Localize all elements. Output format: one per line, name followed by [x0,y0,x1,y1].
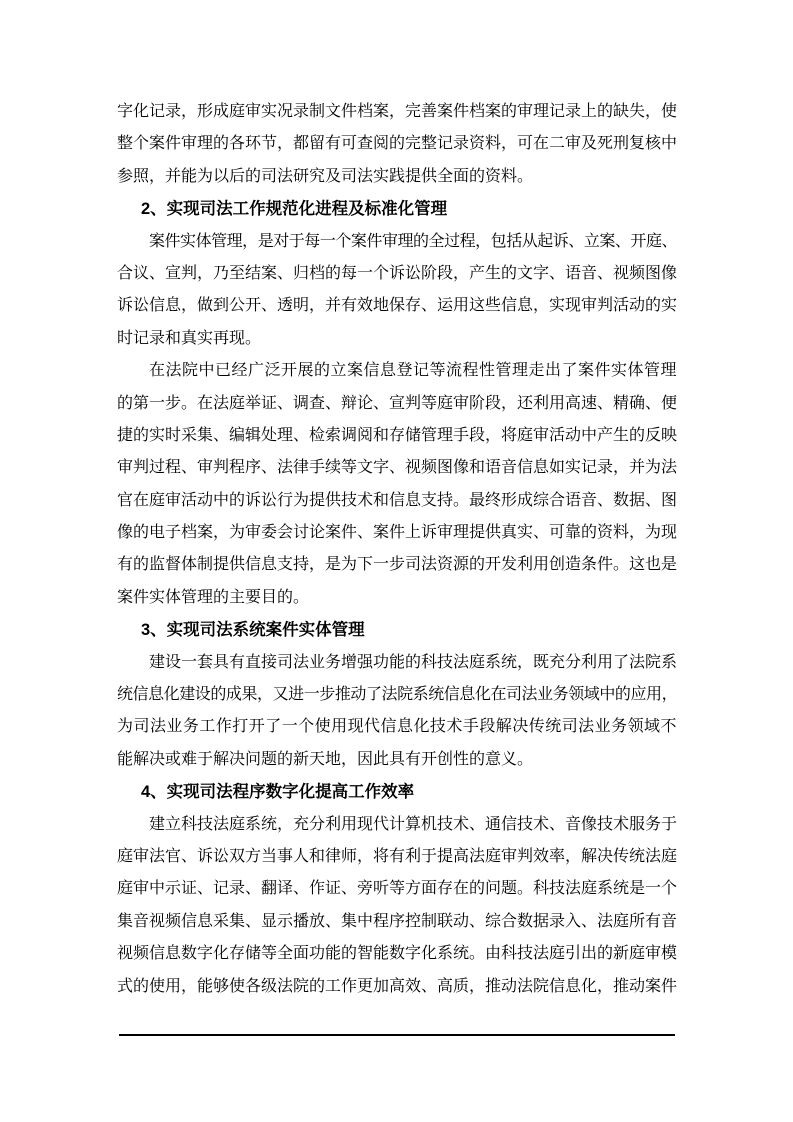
text-line: 视频信息数字化存储等全面功能的智能数字化系统。由科技法庭引出的新庭审模 [117,945,678,963]
text-line: 合议、宣判，乃至结案、归档的每一个诉讼阶段，产生的文字、语音、视频图像 [117,264,678,282]
text-line: 诉讼信息，做到公开、透明，并有效地保存、运用这些信息，实现审判活动的实 [117,297,678,315]
text-line: 有的监督体制提供信息支持，是为下一步司法资源的开发利用创造条件。这也是 [117,556,678,574]
section-heading: 4、实现司法程序数字化提高工作效率 [141,783,415,802]
text-line: 官在庭审活动中的诉讼行为提供技术和信息支持。最终形成综合语音、数据、图 [117,491,678,509]
text-line: 庭审法官、诉讼双方当事人和律师，将有利于提高法庭审判效率，解决传统法庭 [117,847,678,865]
text-line: 庭审中示证、记录、翻译、作证、旁听等方面存在的问题。科技法庭系统是一个 [117,880,678,898]
text-line: 建立科技法庭系统，充分利用现代计算机技术、通信技术、音像技术服务于 [149,815,678,833]
document-body [117,96,677,1003]
text-line: 像的电子档案，为审委会讨论案件、案件上诉审理提供真实、可靠的资料，为现 [117,524,678,542]
footer-rule [119,1034,675,1036]
section-heading: 3、实现司法系统案件实体管理 [141,621,365,640]
text-line: 式的使用，能够使各级法院的工作更加高效、高质，推动法院信息化，推动案件 [117,977,678,995]
text-line: 在法院中已经广泛开展的立案信息登记等流程性管理走出了案件实体管理 [149,362,678,380]
text-line: 参照，并能为以后的司法研究及司法实践提供全面的资料。 [117,167,534,185]
text-line: 捷的实时采集、编辑处理、检索调阅和存储管理手段，将庭审活动中产生的反映 [117,426,678,444]
text-line: 字化记录，形成庭审实况录制文件档案，完善案件档案的审理记录上的缺失，使 [117,103,678,120]
text-line: 的第一步。在法庭举证、调查、辩论、宣判等庭审阶段，还利用高速、精确、便 [117,394,678,412]
text-line: 能解决或难于解决问题的新天地，因此具有开创性的意义。 [117,750,534,768]
text-line: 为司法业务工作打开了一个使用现代信息化技术手段解决传统司法业务领域不 [117,718,677,736]
section-heading: 2、实现司法工作规范化进程及标准化管理 [141,200,448,219]
text-line: 整个案件审理的各环节，都留有可查阅的完整记录资料，可在二审及死刑复核中 [117,135,678,153]
text-line: 建设一套具有直接司法业务增强功能的科技法庭系统，既充分利用了法院系 [149,653,678,671]
text-line: 案件实体管理的主要目的。 [117,588,310,606]
text-line: 集音视频信息采集、显示播放、集中程序控制联动、综合数据录入、法庭所有音 [117,912,678,930]
text-line: 统信息化建设的成果，又进一步推动了法院系统信息化在司法业务领域中的应用， [117,686,678,704]
text-line: 审判过程、审判程序、法律手续等文字、视频图像和语音信息如实记录，并为法 [117,459,678,477]
text-line: 时记录和真实再现。 [117,329,262,347]
text-line: 案件实体管理，是对于每一个案件审理的全过程，包括从起诉、立案、开庭、 [149,232,678,250]
